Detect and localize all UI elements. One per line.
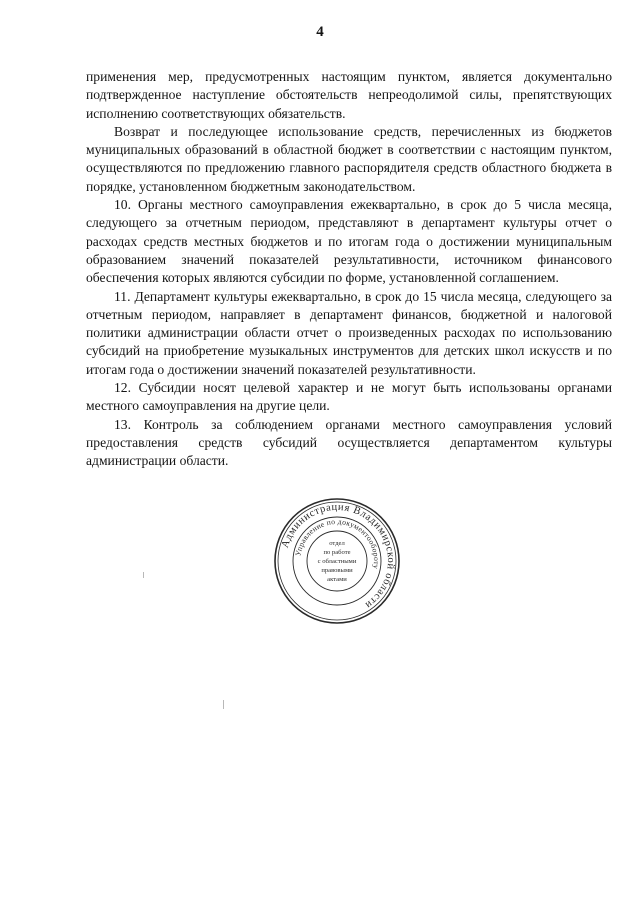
document-body xyxy=(86,68,612,471)
paragraph-item-11: 11. Департамент культуры ежеквартально, в срок до 15 числа месяца, следующего за отчетным периодом, направляет в департамент финансов, бюджетной и налоговой политики администрации области отчет о произведенных расходах по использованию субсидий на приобретение музыкальных инструментов для детских школ искусств и по итогам года о достижении значений показателей результативности. xyxy=(86,288,612,377)
paragraph-item-10: 10. Органы местного самоуправления ежеквартально, в срок до 5 числа месяца, следующего за отчетным периодом, представляют в департамент культуры отчет о расходах средств местных бюджетов и по итогам года о достижении муниципальным образованием значений показателей результативности, источником финансового обеспечения которых являются субсидии по форме, установленной соглашением. xyxy=(86,197,612,286)
scan-artifact-mark xyxy=(223,700,224,709)
paragraph-funds-return: Возврат и последующее использование средств, перечисленных из бюджетов муниципальных образований в областной бюджет в соответствии с настоящим пунктом, осуществляются по предложению главного распорядителя средств областного бюджета в порядке, установленном бюджетным законодательством. xyxy=(86,123,612,194)
stamp-center-line: по работе xyxy=(323,549,351,556)
stamp-center-line: правовыми xyxy=(321,567,353,574)
paragraph-item-12: 12. Субсидии носят целевой характер и не могут быть использованы органами местного самоуправления на другие цели. xyxy=(86,380,612,414)
official-stamp xyxy=(273,497,401,625)
paragraph-continuation: применения мер, предусмотренных настоящим пунктом, является документально подтвержденное наступление обстоятельств непреодолимой силы, препятствующих исполнению соответствующих обязательств. xyxy=(86,69,612,121)
stamp-center-line: отдел xyxy=(329,540,345,547)
page-number: 4 xyxy=(316,24,324,40)
paragraph-item-13: 13. Контроль за соблюдением органами местного самоуправления условий предоставления средств субсидий осуществляется департаментом культуры администрации области. xyxy=(86,416,612,469)
scan-artifact-mark xyxy=(143,572,144,578)
stamp-outer-text: Администрация Владимирской области xyxy=(279,501,397,611)
stamp-middle-text: Управление по документообороту xyxy=(293,516,382,570)
stamp-center-line: актами xyxy=(327,576,347,583)
stamp-center-line: с областными xyxy=(317,558,357,565)
